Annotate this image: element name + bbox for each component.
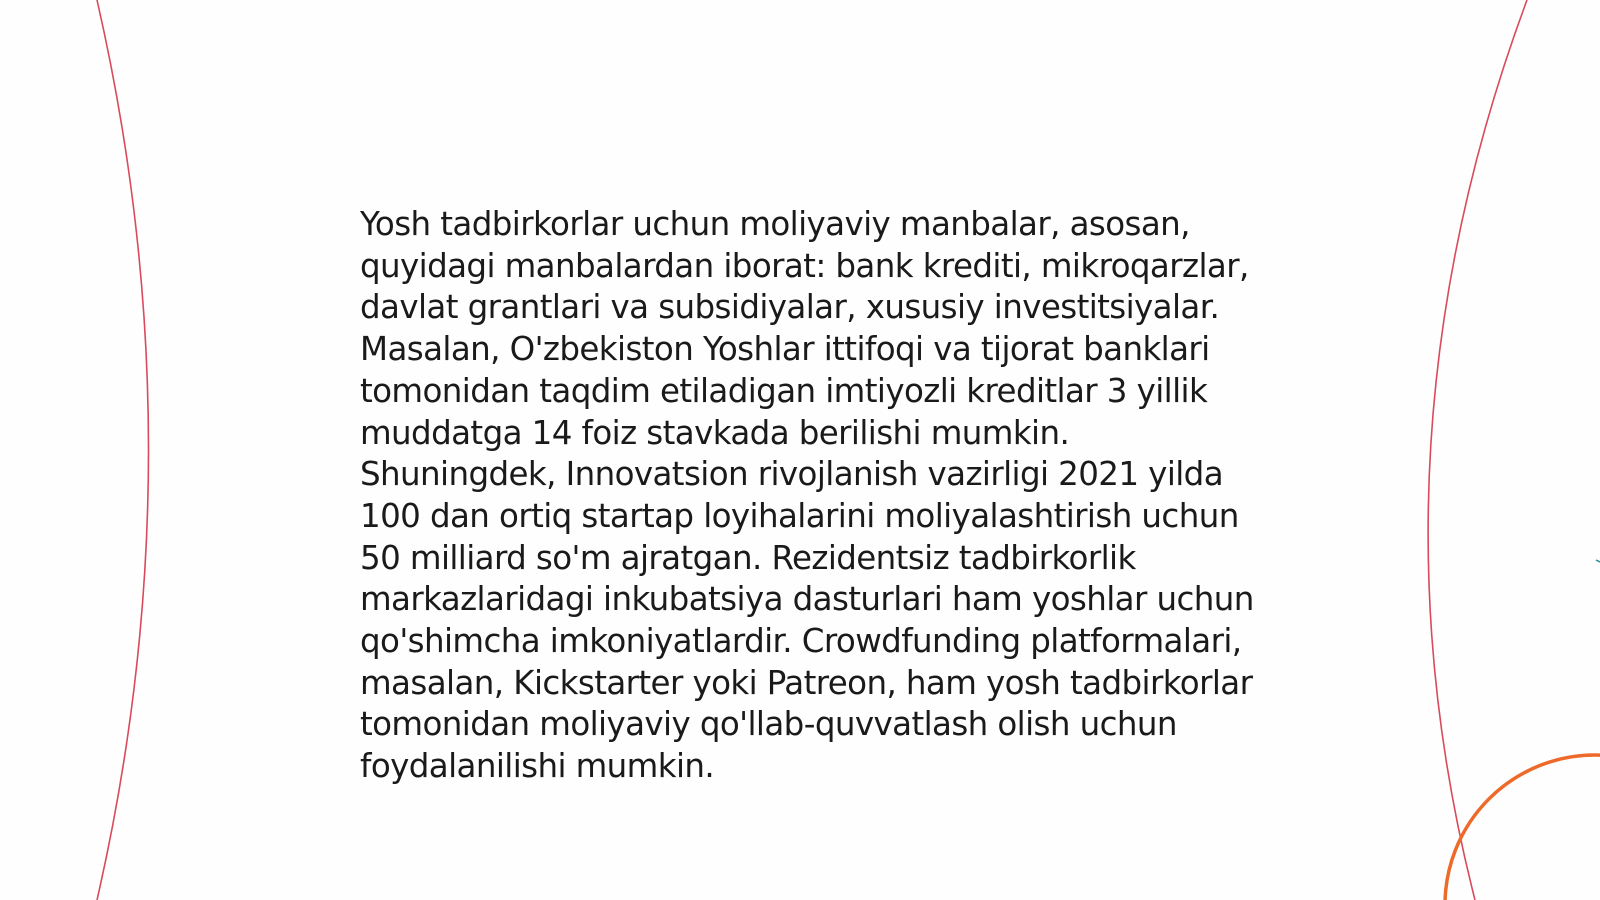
orange-circle-arc xyxy=(1445,755,1600,900)
right-curve-line xyxy=(1428,0,1527,900)
left-curve-line xyxy=(97,0,149,900)
small-teal-tick xyxy=(1596,560,1600,562)
slide-body-text: Yosh tadbirkorlar uchun moliyaviy manbalar, asosan, quyidagi manbalardan iborat: bank krediti, mikroqarzlar, davlat grantlari va subsidiyalar, xususiy investitsiyalar. Masalan, O'zbekiston Yoshlar ittifoqi va tijorat banklari tomonidan taqdim etiladigan imtiyozli kreditlar 3 yillik muddatga 14 foiz stavkada berilishi mumkin. Shuningdek, Innovatsion rivojlanish vazirligi 2021 yilda 100 dan ortiq startap loyihalarini moliyalashtirish uchun 50 milliard so'm ajratgan. Rezidentsiz tadbirkorlik markazlaridagi inkubatsiya dasturlari ham yoshlar uchun qo'shimcha imkoniyatlardir. Crowdfunding platformalari, masalan, Kickstarter yoki Patreon, ham yosh tadbirkorlar tomonidan moliyaviy qo'llab-quvvatlash olish uchun foydalanilishi mumkin. xyxy=(360,205,1254,786)
